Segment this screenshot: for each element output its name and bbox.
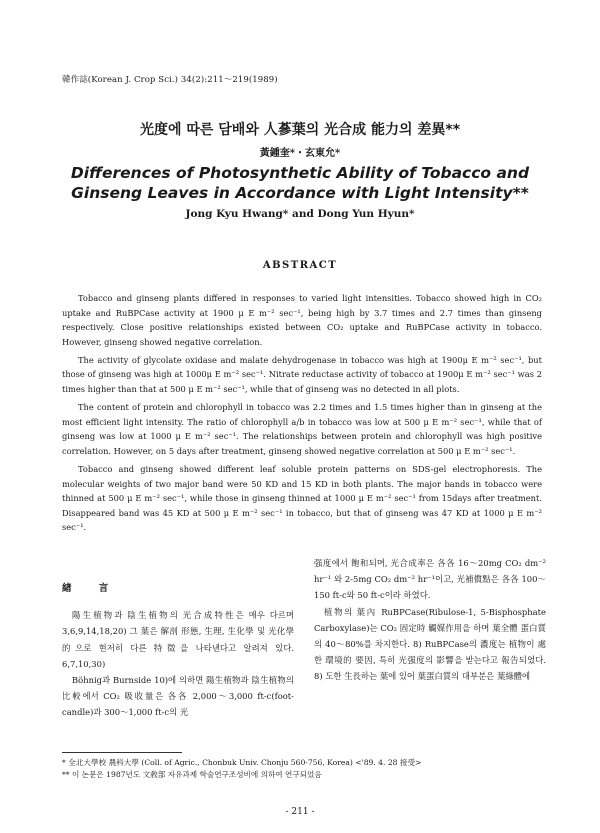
body-paragraph: 植物의 葉內 RuBPCase(Ribulose-1, 5-Bisphosphate Carboxylase)는 CO₂ 固定時 觸媒作用을 하며 葉全體 蛋白質의 40～80%를 차지한다. 8) RuBPCase의 濃度는 植物이 處한 環境的 要因, 특히 光强度의 影響을 받는다고 報告되었다. 8) 도한 生長하는 葉에 있어 葉蛋白質의 대부분은 葉綠體에 [314, 606, 546, 682]
korean-authors: 黃鍾奎*・玄東允* [259, 148, 341, 159]
abstract-paragraph: The content of protein and chlorophyll in tobacco was 2.2 times and 1.5 times higher than in ginseng at the most efficient light intensity. The ratio of chlorophyll a/b in tobacco was low at 500 μ E m⁻² sec⁻¹, while that of ginseng was low at 1000 μ E m⁻² sec⁻¹. The relationships between protein and chlorophyll was high positive correlation. However, on 5 days after treatment, ginseng showed negative correlation at 500 μ E m⁻² sec⁻¹. [62, 402, 542, 456]
korean-title: 光度에 따른 담배와 人蔘葉의 光合成 能力의 差異** [139, 122, 461, 138]
body-paragraph: 陽生植物과 陰生植物의 光合成特性은 매우 다르며 3,6,9,14,18,20) 그 葉은 解剖 形態, 生理, 生化學 및 光化學的으로 현저히 다른 特徵을 나타낸다고 알려져 있다. 6,7,10,30) [62, 610, 294, 669]
footnotes [62, 757, 552, 781]
body-paragraph: Böhnig과 Burnside 10)에 의하면 陽生植物과 陰生植物의 比較에서 CO₂ 吸收量은 各各 2,000～3,000 ft-c(foot-candle)과 300～1,000 ft-c의 光 [62, 675, 294, 718]
english-title-line-2: Ginseng Leaves in Accordance with Light Intensity** [71, 184, 529, 202]
body-paragraph: 强度에서 飽和되며, 光合成率은 各各 16～20mg CO₂ dm⁻² hr⁻¹ 와 2-5mg CO₂ dm⁻² hr⁻¹이고, 光補償點은 各各 100～150 ft-c와 50 ft-c이라 하였다. [314, 558, 546, 601]
footnote-funding: ** 이 논문은 1987년도 文敎部 자유과제 학술연구조성비에 의하여 연구되었음 [62, 770, 322, 779]
footnote-divider [62, 752, 182, 753]
journal-citation: 韓作誌(Korean J. Crop Sci.) 34(2):211～219(1989) [62, 75, 278, 85]
english-authors: Jong Kyu Hwang* and Dong Yun Hyun* [185, 208, 415, 220]
abstract-body [62, 291, 542, 539]
page-number: - 211 - [285, 807, 315, 817]
english-title-line-1: Differences of Photosynthetic Ability of Tobacco and [70, 164, 530, 182]
english-title [0, 163, 600, 203]
introduction-heading: 緖 言 [62, 583, 121, 594]
left-column [62, 581, 294, 721]
abstract-paragraph: Tobacco and ginseng plants differed in responses to varied light intensities. Tobacco showed high in CO₂ uptake and RuBPCase activity at 1900 μ E m⁻² sec⁻¹, being high by 3.7 times and 2.7 times than ginseng respectively. Close positive relationships existed between CO₂ uptake and RuBPCase activity in tobacco. However, ginseng showed negative correlation. [62, 293, 542, 347]
footnote-affiliation: * 全北大學校 農科大學 (Coll. of Agric., Chonbuk Univ. Chonju 560-756, Korea) <'89. 4. 28 接受> [62, 758, 422, 767]
right-column [314, 555, 546, 685]
abstract-paragraph: The activity of glycolate oxidase and malate dehydrogenase in tobacco was high at 1900μ E m⁻² sec⁻¹, but those of ginseng was high at 1000μ E m⁻² sec⁻¹. Nitrate reductase activity of tobacco at 1900μ E m⁻² sec⁻¹ was 2 times higher than that at 500 μ E m⁻² sec⁻¹, while that of ginseng was no detected in all plots. [62, 354, 542, 395]
abstract-heading: ABSTRACT [262, 260, 338, 271]
abstract-paragraph: Tobacco and ginseng showed different leaf soluble protein patterns on SDS-gel electrophoresis. The molecular weights of two major band were 50 KD and 15 KD in both plants. The major bands in tobacco were thinned at 500 μ E m⁻² sec⁻¹, while those in ginseng thinned at 1000 μ E m⁻² sec⁻¹ from 15days after treatment. Disappeared band was 45 KD at 500 μ E m⁻² sec⁻¹ in tobacco, but that of ginseng was 47 KD at 1000 μ E m⁻² sec⁻¹. [62, 464, 542, 533]
